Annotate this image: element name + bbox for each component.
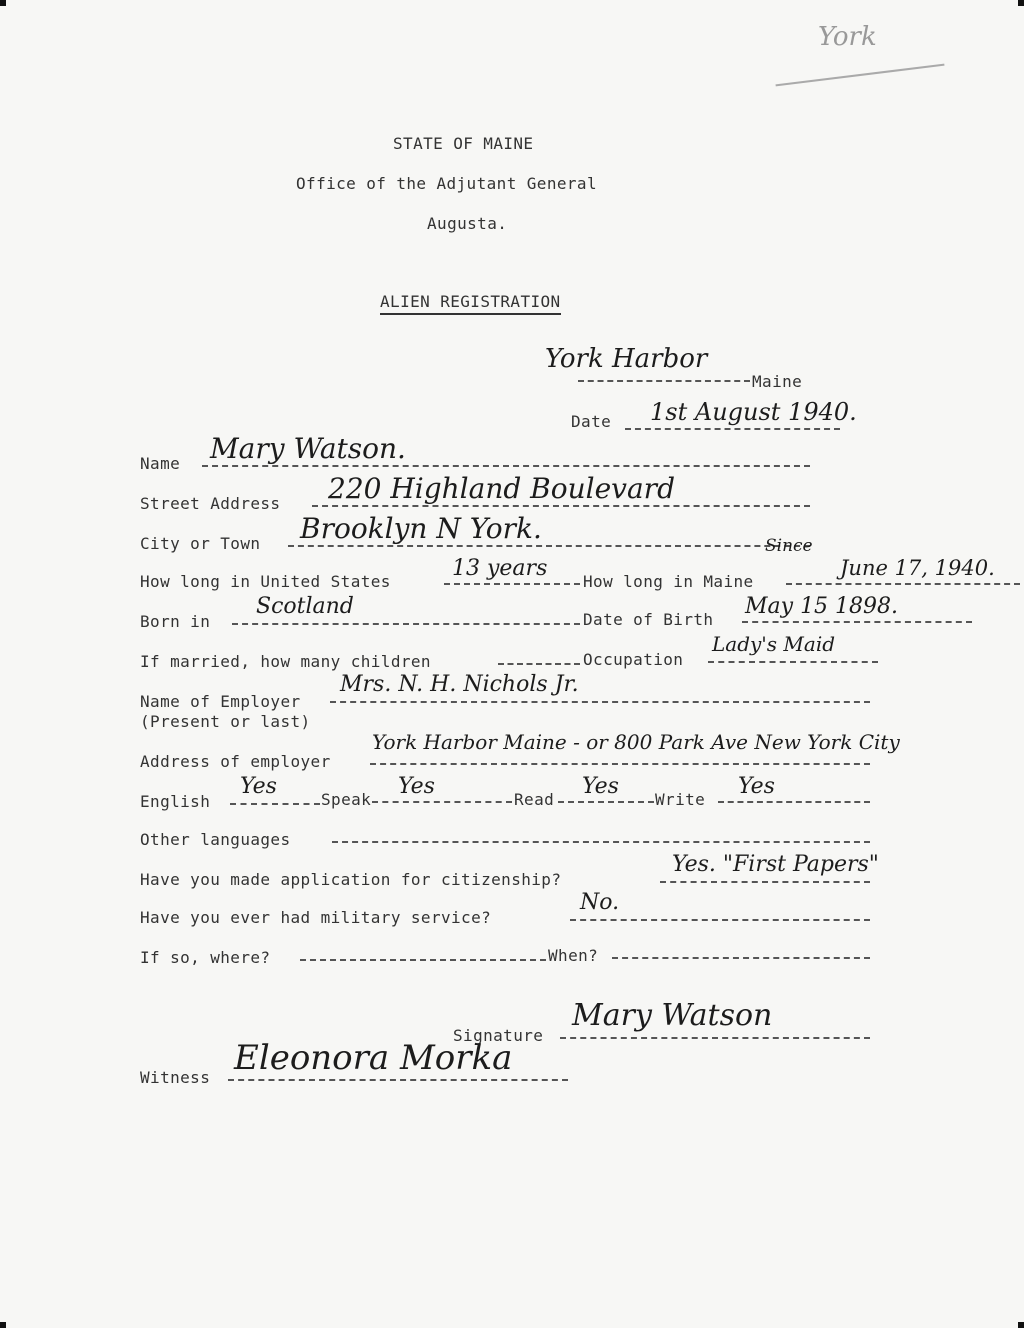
english-value: Yes	[240, 774, 277, 799]
header-office: Office of the Adjutant General	[296, 174, 597, 193]
dob-value: May 15 1898.	[745, 594, 899, 619]
form-title: ALIEN REGISTRATION	[380, 292, 561, 315]
name-label: Name	[140, 454, 181, 473]
when-line	[612, 957, 870, 959]
how-long-us-label: How long in United States	[140, 572, 391, 591]
how-long-us-value: 13 years	[452, 556, 548, 581]
read-value: Yes	[582, 774, 619, 799]
name-value: Mary Watson.	[210, 432, 406, 465]
name-line	[202, 465, 810, 467]
scan-corner-mark	[1018, 1322, 1024, 1328]
witness-line	[228, 1079, 568, 1081]
other-languages-label: Other languages	[140, 830, 291, 849]
witness-label: Witness	[140, 1068, 211, 1087]
header-state: STATE OF MAINE	[393, 134, 534, 153]
dob-line	[742, 621, 972, 623]
born-in-line	[232, 623, 580, 625]
write-label: Write	[655, 790, 706, 809]
place-value: York Harbor	[545, 344, 708, 374]
place-suffix: Maine	[752, 372, 803, 391]
witness-value: Eleonora Morka	[234, 1038, 513, 1078]
date-label: Date	[571, 412, 612, 431]
occupation-line	[708, 661, 878, 663]
employer-line	[330, 701, 870, 703]
other-languages-line	[332, 841, 870, 843]
military-value: No.	[580, 890, 620, 915]
when-label: When?	[548, 946, 599, 965]
citizenship-value: Yes. "First Papers"	[672, 852, 879, 877]
dob-label: Date of Birth	[583, 610, 714, 629]
scan-corner-mark	[1018, 0, 1024, 6]
scan-corner-mark	[0, 0, 6, 6]
where-label: If so, where?	[140, 948, 271, 967]
corner-annotation-stroke	[776, 64, 945, 87]
read-line	[558, 801, 654, 803]
street-label: Street Address	[140, 494, 281, 513]
english-line	[230, 803, 320, 805]
how-long-maine-since: Since	[765, 536, 813, 556]
employer-address-line	[370, 763, 870, 765]
city-label: City or Town	[140, 534, 261, 553]
military-label: Have you ever had military service?	[140, 908, 492, 927]
header-city: Augusta.	[427, 214, 508, 233]
read-label: Read	[514, 790, 555, 809]
signature-line	[560, 1037, 870, 1039]
how-long-maine-value: June 17, 1940.	[840, 556, 995, 580]
speak-value: Yes	[398, 774, 435, 799]
date-value: 1st August 1940.	[650, 398, 857, 426]
employer-value: Mrs. N. H. Nichols Jr.	[340, 672, 579, 697]
signature-value: Mary Watson	[572, 998, 773, 1033]
speak-label: Speak	[321, 790, 372, 809]
city-value: Brooklyn N York.	[300, 512, 542, 545]
citizenship-label: Have you made application for citizenship?	[140, 870, 562, 889]
how-long-maine-line	[786, 583, 1020, 585]
signature-label: Signature	[453, 1026, 544, 1045]
place-line	[578, 380, 750, 382]
employer-address-label: Address of employer	[140, 752, 331, 771]
speak-line	[372, 801, 512, 803]
occupation-value: Lady's Maid	[712, 632, 836, 656]
date-line	[625, 428, 840, 430]
street-line	[312, 505, 810, 507]
occupation-label: Occupation	[583, 650, 684, 669]
children-line	[498, 663, 580, 665]
employer-label: Name of Employer	[140, 692, 301, 711]
children-label: If married, how many children	[140, 652, 431, 671]
corner-annotation: York	[818, 22, 877, 52]
employer-sublabel: (Present or last)	[140, 712, 311, 731]
how-long-maine-label: How long in Maine	[583, 572, 754, 591]
born-in-value: Scotland	[256, 594, 354, 619]
write-line	[718, 801, 870, 803]
city-line	[288, 545, 810, 547]
born-in-label: Born in	[140, 612, 211, 631]
military-line	[570, 919, 870, 921]
street-value: 220 Highland Boulevard	[328, 472, 675, 505]
english-label: English	[140, 792, 211, 811]
citizenship-line	[660, 881, 870, 883]
where-line	[300, 959, 546, 961]
employer-address-value: York Harbor Maine - or 800 Park Ave New York City	[372, 730, 900, 754]
scan-corner-mark	[0, 1322, 6, 1328]
how-long-us-line	[444, 583, 580, 585]
write-value: Yes	[738, 774, 775, 799]
